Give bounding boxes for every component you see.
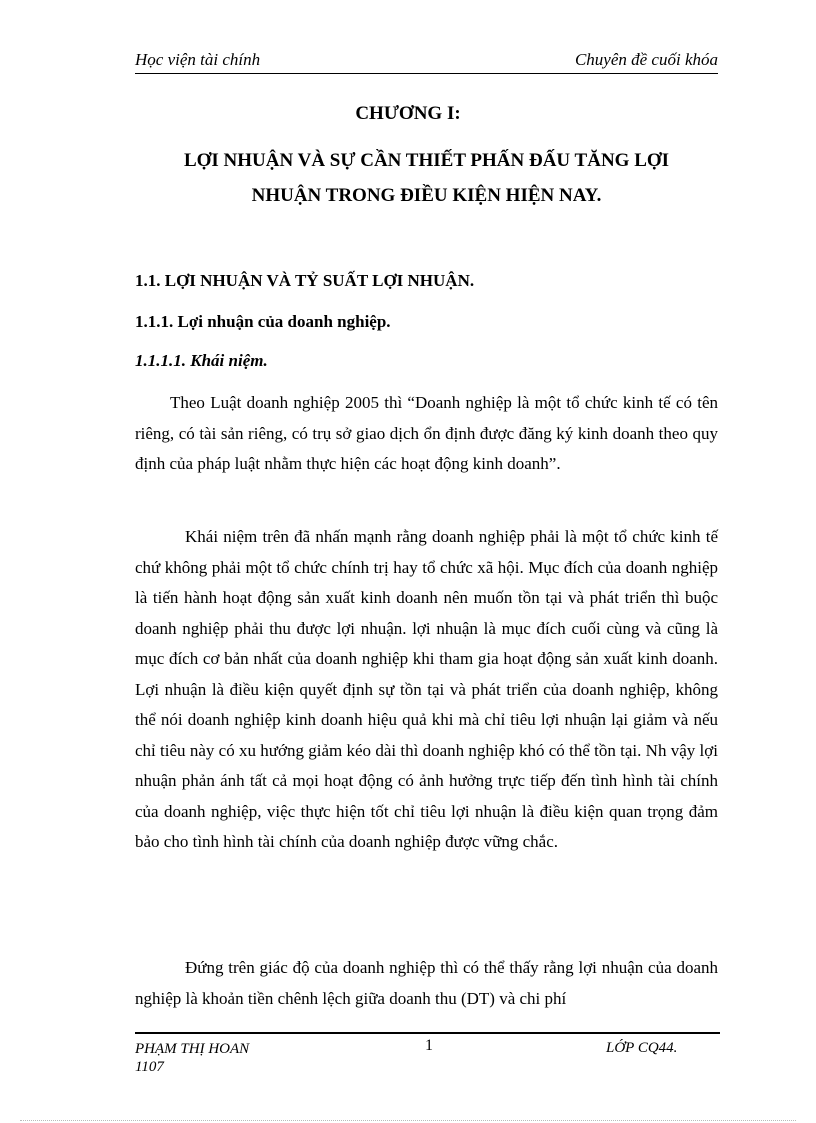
chapter-title-line-1: LỢI NHUẬN VÀ SỰ CẦN THIẾT PHẤN ĐẤU TĂNG LỢI bbox=[183, 150, 670, 171]
section-heading-1-1: 1.1. LỢI NHUẬN VÀ TỶ SUẤT LỢI NHUẬN. bbox=[135, 271, 475, 290]
footer-class: LỚP CQ44. bbox=[606, 1040, 678, 1056]
footer-author-block bbox=[135, 1040, 249, 1076]
page-number: 1 bbox=[425, 1037, 433, 1054]
header-divider bbox=[135, 73, 718, 74]
paragraph-1: Theo Luật doanh nghiệp 2005 thì “Doanh nghiệp là một tổ chức kinh tế có tên riêng, có tài sản riêng, có trụ sở giao dịch ổn định được đăng ký kinh doanh theo quy định của pháp luật nhằm thực hiện các hoạt động kinh doanh”. bbox=[135, 393, 718, 473]
section-heading-1-1-1: 1.1.1. Lợi nhuận của doanh nghiệp. bbox=[135, 312, 391, 331]
paragraph-2: Khái niệm trên đã nhấn mạnh rằng doanh nghiệp phải là một tổ chức kinh tế chứ không phải một tổ chức chính trị hay tổ chức xã hội. Mục đích của doanh nghiệp là tiến hành hoạt động sản xuất kinh doanh nên muốn tồn tại và phát triển thì buộc doanh nghiệp phải thu được lợi nhuận. lợi nhuận là mục đích cuối cùng và cũng là mục đích cơ bản nhất của doanh nghiệp khi tham gia hoạt động sản xuất kinh doanh. Lợi nhuận là điều kiện quyết định sự tồn tại và phát triển của doanh nghiệp, không thể nói doanh nghiệp kinh doanh hiệu quả khi mà chỉ tiêu lợi nhuận lại giảm và nếu chỉ tiêu này có xu hướng giảm kéo dài thì doanh nghiệp khó có thể tồn tại. Nh vậy lợi nhuận phản ánh tất cả mọi hoạt động có ảnh hưởng trực tiếp đến tình hình tài chính của doanh nghiệp, việc thực hiện tốt chỉ tiêu lợi nhuận là điều kiện quan trọng đảm bảo cho tình hình tài chính của doanh nghiệp được vững chắc. bbox=[135, 527, 718, 851]
footer-divider bbox=[135, 1032, 720, 1034]
chapter-title bbox=[135, 143, 718, 213]
chapter-number: CHƯƠNG I: bbox=[355, 103, 461, 124]
footer-code: 1107 bbox=[135, 1059, 164, 1075]
header-right-text: Chuyên đề cuối khóa bbox=[574, 50, 718, 69]
paragraph-3: Đứng trên giác độ của doanh nghiệp thì có thể thấy rằng lợi nhuận của doanh nghiệp là khoản tiền chênh lệch giữa doanh thu (DT) và chi phí bbox=[135, 958, 718, 1008]
chapter-title-line-2: NHUẬN TRONG ĐIỀU KIỆN HIỆN NAY. bbox=[251, 185, 602, 206]
header-left-text: Học viện tài chính bbox=[135, 50, 261, 69]
page-bottom-dotted-line bbox=[20, 1120, 796, 1121]
footer-author: PHẠM THỊ HOAN bbox=[135, 1041, 250, 1057]
section-heading-1-1-1-1: 1.1.1.1. Khái niệm. bbox=[135, 351, 268, 370]
